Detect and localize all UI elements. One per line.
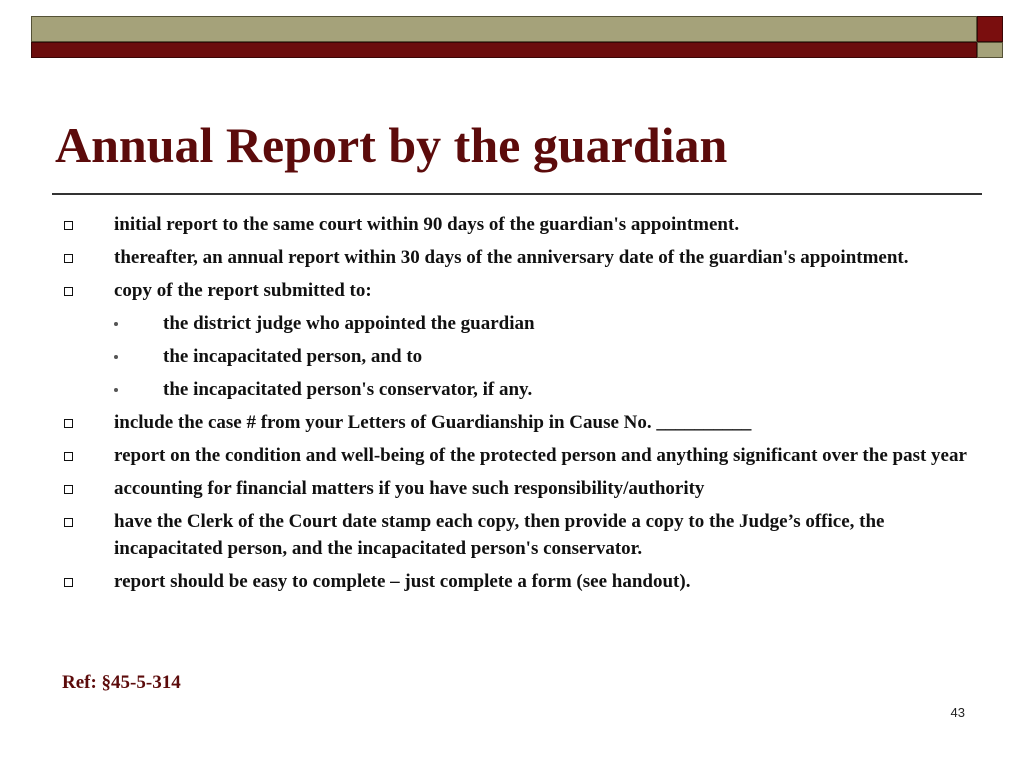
small-dot-bullet-icon (114, 355, 118, 359)
bullet-text: report should be easy to complete – just complete a form (see handout). (114, 571, 691, 592)
hollow-square-bullet-icon (64, 221, 73, 230)
bullet-text: report on the condition and well-being of the protected person and anything significant over the past year (114, 445, 967, 466)
corner-square-olive (977, 42, 1003, 58)
bullet-text: the incapacitated person, and to (163, 346, 423, 367)
bullet-text: have the Clerk of the Court date stamp each copy, then provide a copy to the Judge’s office, the incapacitated person, and the incapacitated person's conservator. (114, 511, 885, 559)
bullet-text: thereafter, an annual report within 30 days of the anniversary date of the guardian's appointment. (114, 247, 909, 268)
reference-citation: Ref: §45-5-314 (62, 672, 181, 693)
list-item (62, 277, 967, 304)
list-item (62, 568, 967, 595)
bullet-list (62, 211, 967, 601)
list-item (62, 409, 967, 436)
bullet-text: the incapacitated person's conservator, if any. (163, 379, 533, 400)
hollow-square-bullet-icon (64, 485, 73, 494)
bullet-text: the district judge who appointed the guardian (163, 313, 535, 334)
hollow-square-bullet-icon (64, 287, 73, 296)
header-band-maroon (31, 42, 977, 58)
slide-title: Annual Report by the guardian (55, 117, 728, 173)
list-item (62, 442, 967, 469)
list-item (62, 508, 967, 562)
bullet-text: initial report to the same court within 90 days of the guardian's appointment. (114, 214, 740, 235)
hollow-square-bullet-icon (64, 452, 73, 461)
bullet-text: include the case # from your Letters of Guardianship in Cause No. __________ (114, 412, 752, 433)
page-number: 43 (950, 705, 965, 720)
list-item (62, 211, 967, 238)
bullet-text: accounting for financial matters if you have such responsibility/authority (114, 478, 705, 499)
title-divider (52, 193, 982, 195)
list-item (62, 244, 967, 271)
sub-list-item (62, 343, 967, 370)
corner-square-maroon (977, 16, 1003, 42)
hollow-square-bullet-icon (64, 518, 73, 527)
sub-list-item (62, 376, 967, 403)
header-band-olive (31, 16, 977, 42)
hollow-square-bullet-icon (64, 419, 73, 428)
hollow-square-bullet-icon (64, 578, 73, 587)
small-dot-bullet-icon (114, 322, 118, 326)
small-dot-bullet-icon (114, 388, 118, 392)
sub-list-item (62, 310, 967, 337)
hollow-square-bullet-icon (64, 254, 73, 263)
list-item (62, 475, 967, 502)
bullet-text: copy of the report submitted to: (114, 280, 372, 301)
